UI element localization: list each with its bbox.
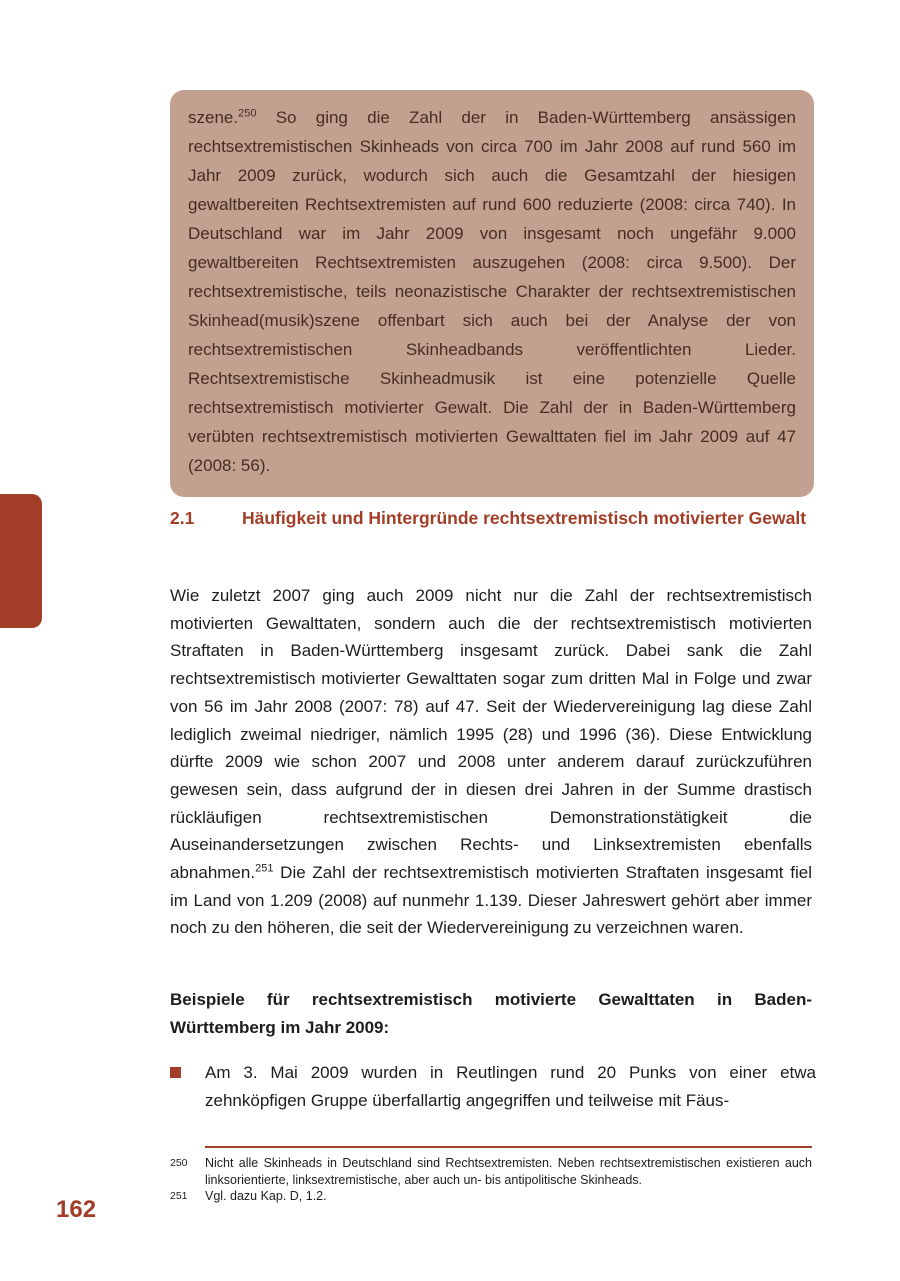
footnote-ref-251: 251 [255, 862, 274, 875]
footnote-number: 251 [170, 1190, 188, 1202]
footnote-text: Vgl. dazu Kap. D, 1.2. [205, 1189, 327, 1203]
footnote-divider [205, 1146, 812, 1148]
body-paragraph [170, 582, 812, 942]
footnote-area [170, 1146, 812, 1205]
footnote-ref-250: 250 [238, 107, 257, 120]
section-title: Häufigkeit und Hintergründe rechtsextremistisch motivierter Gewalt [242, 508, 807, 528]
footnote-number: 250 [170, 1157, 188, 1169]
footnote-250 [170, 1155, 812, 1188]
section-number: 2.1 [170, 508, 195, 528]
page-number: 162 [56, 1196, 97, 1223]
section-heading [170, 503, 814, 534]
examples-heading: Beispiele für rechtsextremistisch motivierte Gewalttaten in Baden-Württemberg im Jahr 2009: [170, 990, 812, 1037]
summary-text [188, 103, 796, 480]
bullet-square-icon [170, 1067, 181, 1078]
bullet-item-text: Am 3. Mai 2009 wurden in Reutlingen rund 20 Punks von einer etwa zehnköpfigen Gruppe überfallartig angegriffen und teilweise mit Fäus- [205, 1063, 816, 1110]
footnote-text: Nicht alle Skinheads in Deutschland sind Rechtsextremisten. Neben rechtsextremistischen existieren auch linksorientierte, linksextremistische, aber auch un- bis antipolitische Skinheads. [205, 1156, 812, 1187]
summary-box [170, 90, 814, 497]
bullet-item [170, 1059, 816, 1114]
footnote-251 [170, 1188, 812, 1205]
body-paragraph-part1: Wie zuletzt 2007 ging auch 2009 nicht nur die Zahl der rechtsextremistisch motivierten Gewalttaten, sondern auch die der rechtsextremistisch motivierten Straftaten in Baden-Württemberg insgesamt zurück. Dabei sank die Zahl rechtsextremistisch motivierter Gewalttaten sogar zum dritten Mal in Folge und zwar von 56 im Jahr 2008 (2007: 78) auf 47. Seit der Wiedervereinigung lag diese Zahl lediglich zweimal niedriger, nämlich 1995 (28) und 1996 (36). Diese Entwicklung dürfte 2009 wie schon 2007 und 2008 unter anderem darauf zurückzuführen gewesen sein, dass aufgrund der in diesen drei Jahren in der Summe drastisch rückläufigen rechtsextremistischen Demonstrationstätigkeit die Auseinandersetzungen zwischen Rechts- und Linksextremisten ebenfalls abnahmen. [170, 586, 812, 883]
summary-text-pre: szene. [188, 108, 239, 127]
summary-text-post: So ging die Zahl der in Baden-Württemberg ansässigen rechtsextremistischen Skinheads von circa 700 im Jahr 2008 auf rund 560 im Jahr 2009 zurück, wodurch sich auch die Gesamtzahl der hiesigen gewaltbereiten Rechtsextremisten auf rund 600 reduzierte (2008: circa 740). In Deutschland war im Jahr 2009 von insgesamt noch ungefähr 9.000 gewaltbereiten Rechtsextremisten auszugehen (2008: circa 9.500). Der rechtsextremistische, teils neonazistische Charakter der rechtsextremistischen Skinhead(musik)szene offenbart sich auch bei der Analyse der von rechtsextremistischen Skinheadbands veröffentlichten Lieder. Rechtsextremistische Skinheadmusik ist eine potenzielle Quelle rechtsextremistisch motivierter Gewalt. Die Zahl der in Baden-Württemberg verübten rechtsextremistisch motivierten Gewalttaten fiel im Jahr 2009 auf 47 (2008: 56). [188, 108, 796, 475]
body-paragraph-part2: Die Zahl der rechtsextremistisch motivierten Straftaten insgesamt fiel im Land von 1.209 (2008) auf nunmehr 1.139. Dieser Jahreswert gehört aber immer noch zu den höheren, die seit der Wiedervereinigung zu verzeichnen waren. [170, 863, 812, 938]
chapter-side-tab [0, 494, 42, 628]
